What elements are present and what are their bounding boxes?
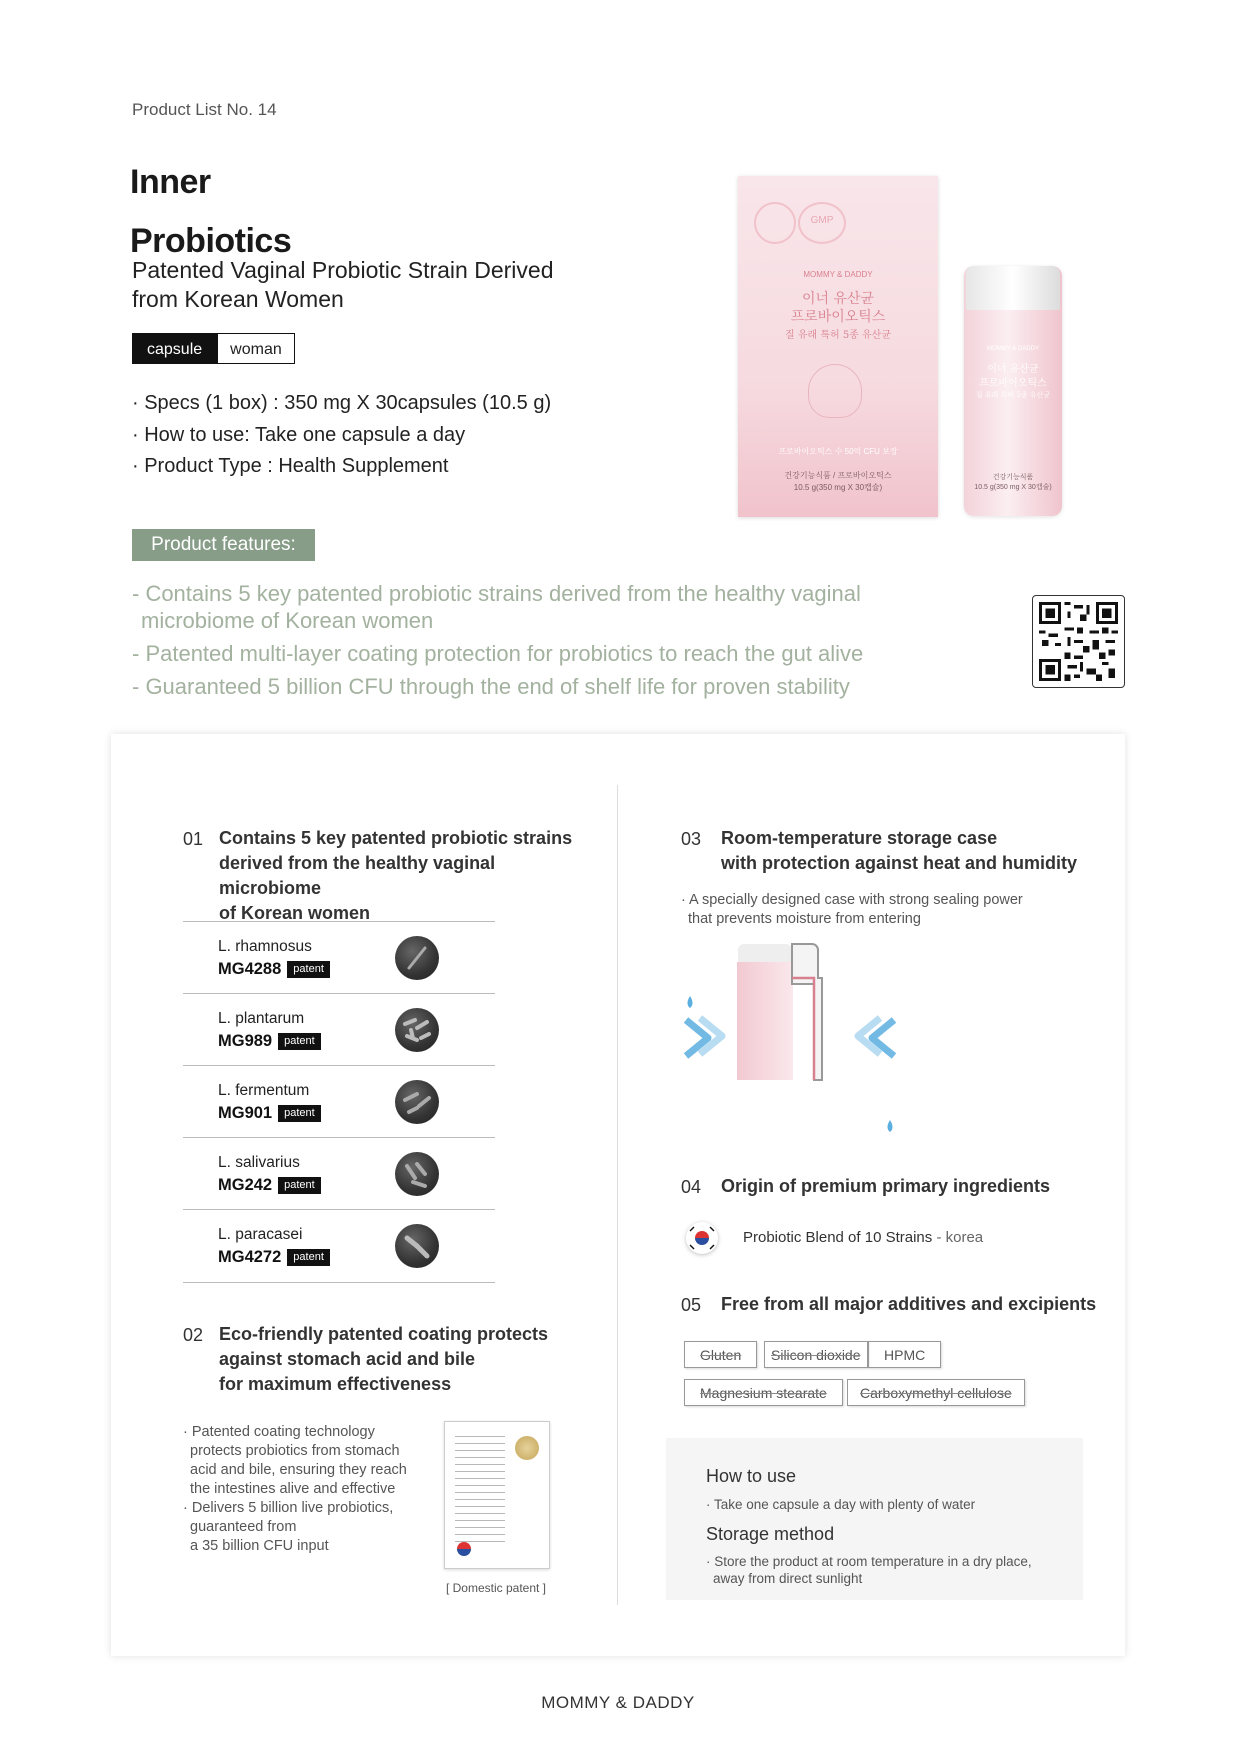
storage-method-text (706, 1553, 1076, 1587)
product-box-image (738, 176, 938, 517)
box-info-line: 10.5 g(350 mg X 30캡슐) (793, 483, 883, 492)
strain-row (183, 993, 495, 1066)
ingredient-origin (743, 1229, 983, 1246)
feature-item: - Patented multi-layer coating protection for probiotics to reach the gut alive (132, 641, 864, 666)
section-number: 02 (183, 1325, 204, 1345)
strain-name: L. rhamnosus (218, 938, 312, 955)
product-subtitle (132, 256, 632, 314)
excipient-silicon-dioxide (764, 1341, 868, 1368)
strain-code (218, 1032, 321, 1051)
usage-storage-panel (666, 1438, 1083, 1600)
feature-item: microbiome of Korean women (141, 608, 434, 633)
tag-capsule: capsule (132, 333, 217, 364)
strain-row (183, 1209, 495, 1283)
hand-illustration-icon (808, 364, 862, 418)
patent-certificate-image (444, 1421, 550, 1569)
section-title-line: derived from the healthy vaginal microbiome (219, 853, 496, 898)
title-line: Probiotics (130, 222, 292, 260)
bacteria-pair-icon (395, 1224, 439, 1268)
strain-row (183, 921, 495, 994)
bottle-name-line: 프로바이오틱스 (979, 378, 1047, 389)
section-title-line: Room-temperature storage case (721, 828, 998, 848)
spec-item: · Specs (1 box) : 350 mg X 30capsules (10.5 g) (132, 392, 552, 414)
excipient-label: Carboxymethyl cellulose (860, 1385, 1012, 1401)
section-05-title: Free from all major additives and excipients (721, 1294, 1097, 1314)
excipient-carboxymethyl-cellulose (847, 1379, 1025, 1406)
strain-code (218, 960, 330, 979)
box-info-line: 건강기능식품 / 프로바이오틱스 (784, 471, 892, 480)
strain-code-text: MG242 (218, 1176, 273, 1194)
section-02-notes (183, 1423, 423, 1556)
strain-row (183, 1137, 495, 1210)
product-list-number: Product List No. 14 (132, 100, 277, 119)
section-number: 01 (183, 829, 204, 849)
how-to-use-title: How to use (706, 1466, 797, 1486)
section-title-line: against stomach acid and bile (219, 1349, 476, 1369)
strain-code (218, 1104, 321, 1123)
bacteria-rod-icon (395, 936, 439, 980)
section-03-title (721, 826, 1111, 876)
strain-name: L. plantarum (218, 1010, 305, 1027)
section-number: 04 (681, 1177, 702, 1197)
note-line: acid and bile, ensuring they reach (190, 1462, 407, 1478)
bottle-name-line: 이너 유산균 (987, 364, 1039, 375)
korea-flag-icon (686, 1222, 718, 1254)
section-title-line: with protection against heat and humidity (721, 853, 1078, 873)
patent-badge: patent (278, 1033, 321, 1050)
features-label: Product features: (132, 529, 315, 561)
section-02-title (219, 1322, 599, 1397)
section-03-notes (681, 891, 1081, 929)
ingredient-origin-country: - korea (932, 1229, 984, 1246)
strain-code-text: MG4288 (218, 960, 282, 978)
excipient-label: HPMC (884, 1347, 926, 1363)
bottle-brand: MOMMY & DADDY (987, 346, 1039, 352)
spec-list (132, 388, 551, 483)
strain-code (218, 1248, 330, 1267)
taegeuk-emblem-icon (457, 1542, 471, 1556)
strain-name: L. salivarius (218, 1154, 300, 1171)
strain-code-text: MG989 (218, 1032, 273, 1050)
note-line: the intestines alive and effective (190, 1481, 396, 1497)
note-line: guaranteed from (190, 1519, 297, 1535)
subtitle-line: Patented Vaginal Probiotic Strain Derived (132, 257, 554, 283)
note-line: away from direct sunlight (713, 1571, 863, 1586)
section-number: 03 (681, 829, 702, 849)
patent-badge: patent (287, 961, 330, 978)
title-line: Inner (130, 163, 211, 201)
strain-code-text: MG901 (218, 1104, 273, 1122)
note-line: · Store the product at room temperature in a dry place, (706, 1554, 1032, 1569)
section-number: 05 (681, 1295, 702, 1315)
how-to-use-text: · Take one capsule a day with plenty of water (706, 1497, 976, 1512)
excipient-label: Gluten (700, 1347, 742, 1363)
section-title-line: of Korean women (219, 903, 371, 923)
patent-badge: patent (287, 1249, 330, 1266)
note-line: · Delivers 5 billion live probiotics, (183, 1500, 394, 1516)
bottle-cap (966, 266, 1060, 310)
brand-footer: MOMMY & DADDY (541, 1693, 695, 1712)
storage-method-title: Storage method (706, 1524, 835, 1544)
box-name-line: 프로바이오틱스 (790, 309, 886, 325)
section-title-line: for maximum effectiveness (219, 1374, 452, 1394)
bottle-info-line: 건강기능식품 (992, 474, 1034, 481)
strain-code (218, 1176, 321, 1195)
note-line: · Patented coating technology (183, 1424, 375, 1440)
product-title (130, 152, 291, 271)
box-cfu-line: 프로바이오틱스 수 50억 CFU 보장 (778, 447, 898, 456)
note-line: a 35 billion CFU input (190, 1538, 329, 1554)
bottle-name-line: 질 유래 특허 5종 유산균 (975, 391, 1051, 399)
spec-item: · Product Type : Health Supplement (132, 455, 449, 477)
strain-name: L. fermentum (218, 1082, 310, 1099)
strain-code-text: MG4272 (218, 1248, 282, 1266)
excipient-label: Silicon dioxide (771, 1347, 861, 1363)
patent-badge: patent (278, 1177, 321, 1194)
qr-code-icon[interactable] (1032, 595, 1125, 688)
section-title-line: Contains 5 key patented probiotic strains (219, 828, 573, 848)
sealed-case-illustration (680, 940, 904, 1140)
patent-badge: patent (278, 1105, 321, 1122)
spec-item: · How to use: Take one capsule a day (132, 423, 466, 446)
excipient-label: Magnesium stearate (700, 1385, 827, 1401)
gold-seal-icon (515, 1436, 539, 1460)
tag-woman: woman (217, 333, 295, 364)
gmp-badge-icon (754, 202, 796, 244)
box-name-line: 이너 유산균 (801, 291, 875, 307)
section-04-title: Origin of premium primary ingredients (721, 1176, 1051, 1196)
note-line: · A specially designed case with strong sealing power (681, 892, 1023, 908)
tag-group (132, 333, 295, 364)
box-name-line: 질 유래 특허 5종 유산균 (784, 330, 892, 341)
strain-row (183, 1065, 495, 1138)
feature-list (132, 580, 932, 706)
bacteria-chain-icon (395, 1152, 439, 1196)
box-brand: MOMMY & DADDY (803, 270, 873, 279)
bacteria-rods-icon (395, 1080, 439, 1124)
note-line: protects probiotics from stomach (190, 1443, 400, 1459)
excipient-gluten (684, 1341, 757, 1368)
bottle-info-line: 10.5 g(350 mg X 30캡슐) (974, 484, 1052, 491)
excipient-hpmc (868, 1341, 941, 1368)
note-line: that prevents moisture from entering (688, 911, 921, 927)
feature-item: - Guaranteed 5 billion CFU through the end of shelf life for proven stability (132, 674, 850, 699)
section-title-line: Eco-friendly patented coating protects (219, 1324, 549, 1344)
feature-item: - Contains 5 key patented probiotic strains derived from the healthy vaginal (132, 581, 861, 606)
excipient-magnesium-stearate (684, 1379, 843, 1406)
gmp-badge: GMP (798, 202, 846, 244)
certificate-text-lines (455, 1436, 505, 1546)
patent-caption: [ Domestic patent ] (445, 1581, 547, 1595)
ingredient-name: Probiotic Blend of 10 Strains (743, 1229, 933, 1246)
section-01-title (219, 826, 599, 926)
card-divider (617, 785, 618, 1605)
subtitle-line: from Korean Women (132, 286, 344, 312)
bacteria-cluster-icon (395, 1008, 439, 1052)
strain-name: L. paracasei (218, 1226, 303, 1243)
